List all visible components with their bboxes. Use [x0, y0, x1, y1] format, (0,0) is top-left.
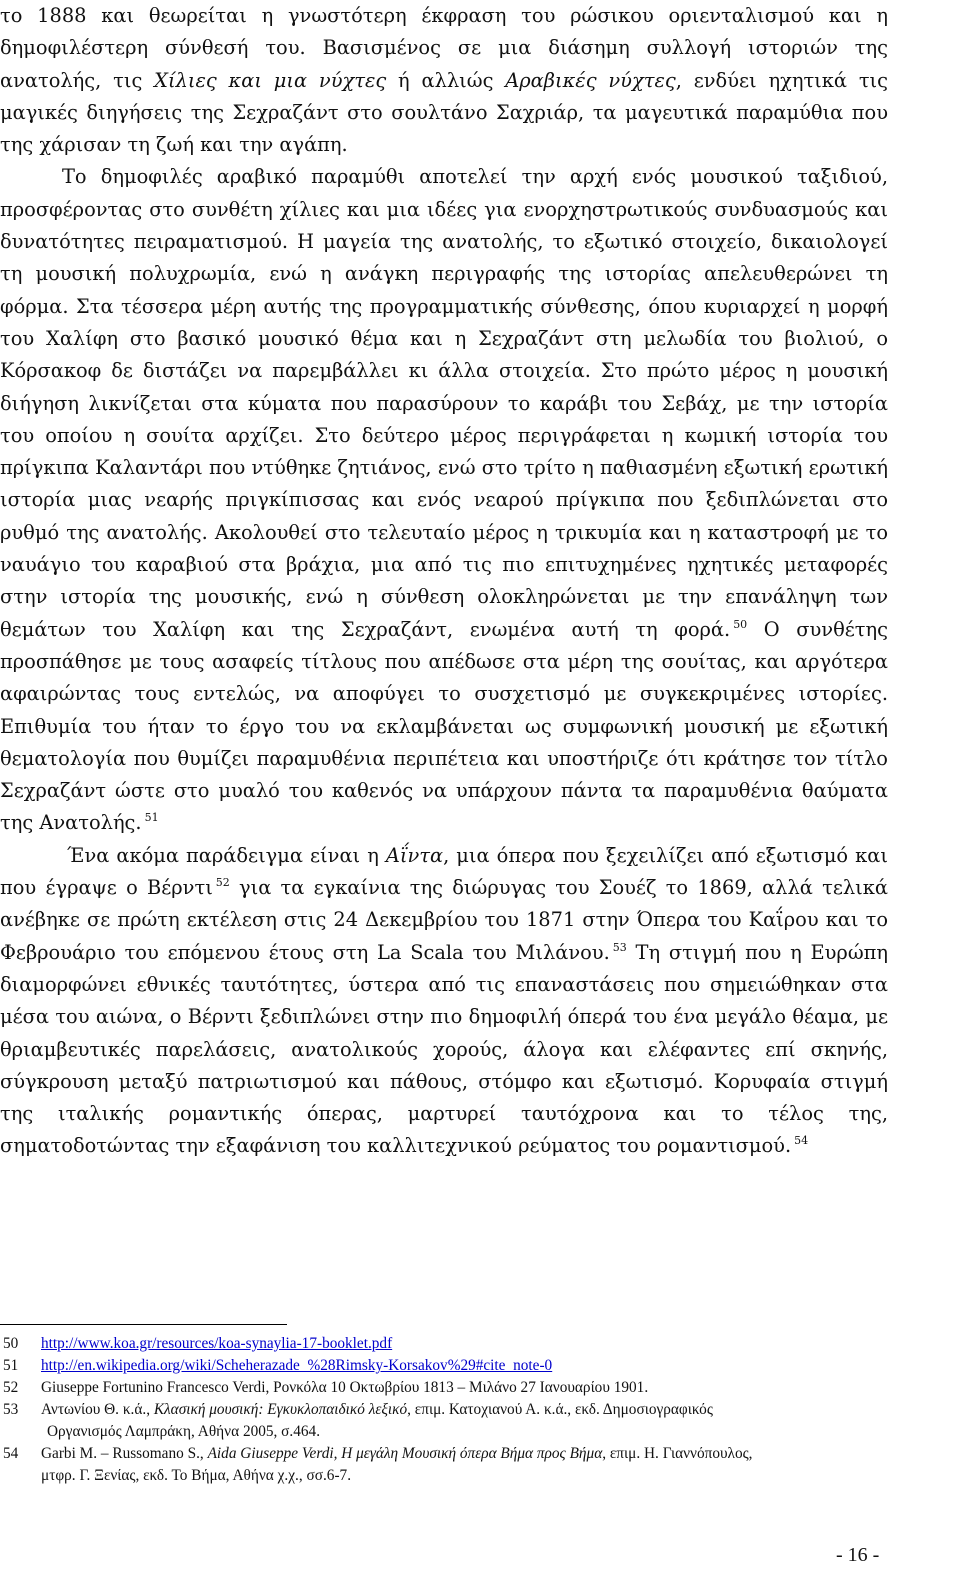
footnote-link[interactable]: http://en.wikipedia.org/wiki/Scheherazade_%28Rimsky-Korsakov%29#cite_note-0 — [41, 1357, 553, 1374]
footnote-number: 50 — [3, 1335, 19, 1352]
book-title: Χίλιες και μια νύχτες — [154, 68, 387, 92]
paragraph-2 — [0, 840, 888, 1163]
text-run: Ο συνθέτης προσπάθησε με τους ασαφείς τίτλους που απέδωσε στα μέρη της σουίτας, και αργότερα αφαιρώντας τους εντελώς, να αποφύγει το συσχετισμό με συγκεκριμένες ιστορίες. Επιθυμία του ήταν το έργο του να εκλαμβάνεται ως συμφωνική μουσική με εξωτική θεματολογία που θυμίζει παραμυθένια περιπέτεια και υποστήριζε ότι κράτησε τον τίτλο Σεχραζάντ ώστε στο μυαλό του καθενός να υπάρχουν πάντα τα παραμυθένια θαύματα της Ανατολής. — [0, 617, 888, 835]
text-run: Ένα ακόμα παράδειγμα είναι η — [67, 843, 386, 867]
text-run: ή αλλιώς — [386, 68, 506, 92]
footnote-text: Giuseppe Fortunino Francesco Verdi, Ρονκόλα 10 Οκτωβρίου 1813 – Μιλάνο 27 Ιανουαρίου 1901. — [41, 1379, 649, 1396]
page-number: - 16 - — [836, 1544, 880, 1566]
footnote-separator — [0, 1324, 287, 1325]
footnote-link[interactable]: http://www.koa.gr/resources/koa-synaylia-17-booklet.pdf — [41, 1335, 393, 1352]
footnote-52 — [0, 1377, 960, 1399]
footnote-51 — [0, 1355, 960, 1377]
text-run: για τα εγκαίνια της διώρυγας του Σουέζ το 1869, αλλά τελικά ανέβηκε σε πρώτη εκτέλεση στις 24 Δεκεμβρίου του 1871 στην Όπερα του Καΐρου και το Φεβρουάριο του επόμενου έτους στη La Scala του Μιλάνου. — [0, 876, 888, 964]
footnote-ref-52[interactable]: 52 — [215, 876, 230, 890]
paragraph-1 — [0, 0, 888, 840]
footnote-title: Aida Giuseppe Verdi, Η μεγάλη Μουσική όπερα Βήμα προς Βήμα — [207, 1445, 603, 1462]
footnote-number: 53 — [3, 1401, 19, 1418]
footnote-text: , επιμ. Κατοχιανού Α. κ.ά., εκδ. Δημοσιογραφικός — [407, 1401, 713, 1418]
footnote-author: Αντωνίου Θ. κ.ά., — [41, 1401, 154, 1418]
footnote-number: 54 — [3, 1445, 19, 1462]
book-title: Αραβικές νύχτες — [505, 68, 676, 92]
footnote-author: Garbi M. – Russomano S., — [41, 1445, 208, 1462]
text-run: , μια όπερα που ξεχειλίζει από εξωτισμό και που έγραψε ο Βέρντι — [0, 843, 888, 900]
footnote-ref-53[interactable]: 53 — [612, 940, 627, 954]
footnote-ref-51[interactable]: 51 — [144, 811, 159, 825]
text-run: , ενδύει ηχητικά τις μαγικές διηγήσεις της Σεχραζάντ στο σουλτάνο Σαχριάρ, τα μαγευτικά παραμύθια που της χάρισαν τη ζωή και την αγάπη. — [0, 68, 889, 157]
footnote-number: 52 — [3, 1379, 19, 1396]
text-run: Τη στιγμή που η Ευρώπη διαμορφώνει εθνικές ταυτότητες, ύστερα από τις επαναστάσεις που σημειώθηκαν στα μέσα του αιώνα, ο Βέρντι ξεδιπλώνει στην πιο δημοφιλή όπερά του ένα μεγάλο θέαμα, με θριαμβευτικές παρελάσεις, ανατολικούς χορούς, άλογα και ελέφαντες επί σκηνής, σύγκρουση μεταξύ πατριωτισμού και πάθους, στόμφο και εξωτισμό. Κορυφαία στιγμή της ιταλικής ρομαντικής όπερας, μαρτυρεί ταυτόχρονα και το τέλος της, σηματοδοτώντας την εξαφάνιση του καλλιτεχνικού ρεύματος του ρομαντισμού. — [0, 940, 888, 1158]
footnote-continuation: μτφρ. Γ. Ξενίας, εκδ. Το Βήμα, Αθήνα χ.χ., σσ.6-7. — [41, 1467, 352, 1484]
footnote-text: , επιμ. Η. Γιαννόπουλος, — [602, 1445, 753, 1462]
footnote-54 — [0, 1443, 960, 1487]
footnote-continuation: Οργανισμός Λαμπράκη, Αθήνα 2005, σ.464. — [47, 1423, 321, 1440]
footnote-53 — [0, 1399, 960, 1443]
footnote-ref-50[interactable]: 50 — [733, 617, 748, 631]
footnote-number: 51 — [3, 1357, 19, 1374]
footnotes — [0, 1333, 960, 1487]
text-run: Το δημοφιλές αραβικό παραμύθι αποτελεί την αρχή ενός μουσικού ταξιδιού, προσφέροντας στο συνθέτη χίλιες και μια ιδέες για ενορχηστρωτικούς συνδυασμούς και δυνατότητες πειραματισμού. Η μαγεία της ανατολής, το εξωτικό στοιχείο, δικαιολογεί τη μουσική πολυχρωμία, ενώ η ανάγκη περιγραφής της ιστορίας απελευθερώνει τη φόρμα. Στα τέσσερα μέρη αυτής της προγραμματικής σύνθεσης, όπου κυριαρχεί η μορφή του Χαλίφη στο βασικό μουσικό θέμα και η Σεχραζάντ στη μελωδία του βιολιού, ο Κόρσακοφ δε διστάζει να παρεμβάλλει κι άλλα στοιχεία. Στο πρώτο μέρος η μουσική διήγηση λικνίζεται στα κύματα που παρασύρουν το καράβι του Σεβάχ, με την ιστορία του οποίου η σουίτα αρχίζει. Στο δεύτερο μέρος περιγράφεται η κωμική ιστορία του πρίγκιπα Καλαντάρι που ντύθηκε ζητιάνος, ενώ στο τρίτο η παθιασμένη εξωτική ερωτική ιστορία μιας νεαρής πριγκίπισσας και ενός νεαρού πρίγκιπα που ξεδιπλώνεται στο ρυθμό της ανατολής. Ακολουθεί στο τελευταίο μέρος η τρικυμία και η καταστροφή με το ναυάγιο του καραβιού στα βράχια, μια από τις πιο επιτυχημένες ηχητικές μεταφορές στην ιστορία της μουσικής, ενώ η σύνθεση ολοκληρώνεται με την επανάληψη των θεμάτων του Χαλίφη και της Σεχραζάντ, ενωμένα αυτή τη φορά. — [0, 165, 888, 641]
footnote-title: Κλασική μουσική: Εγκυκλοπαιδικό λεξικό — [153, 1401, 408, 1418]
text-run: το 1888 και θεωρείται η γνωστότερη έκφραση του ρώσικου οριενταλισμού και η δημοφιλέστερη σύνθεσή του. Βασισμένος σε μια διάσημη συλλογή ιστοριών της ανατολής, τις — [0, 4, 888, 92]
footnote-50 — [0, 1333, 960, 1355]
footnote-ref-54[interactable]: 54 — [794, 1134, 809, 1148]
opera-title: Αΐντα — [385, 843, 444, 867]
